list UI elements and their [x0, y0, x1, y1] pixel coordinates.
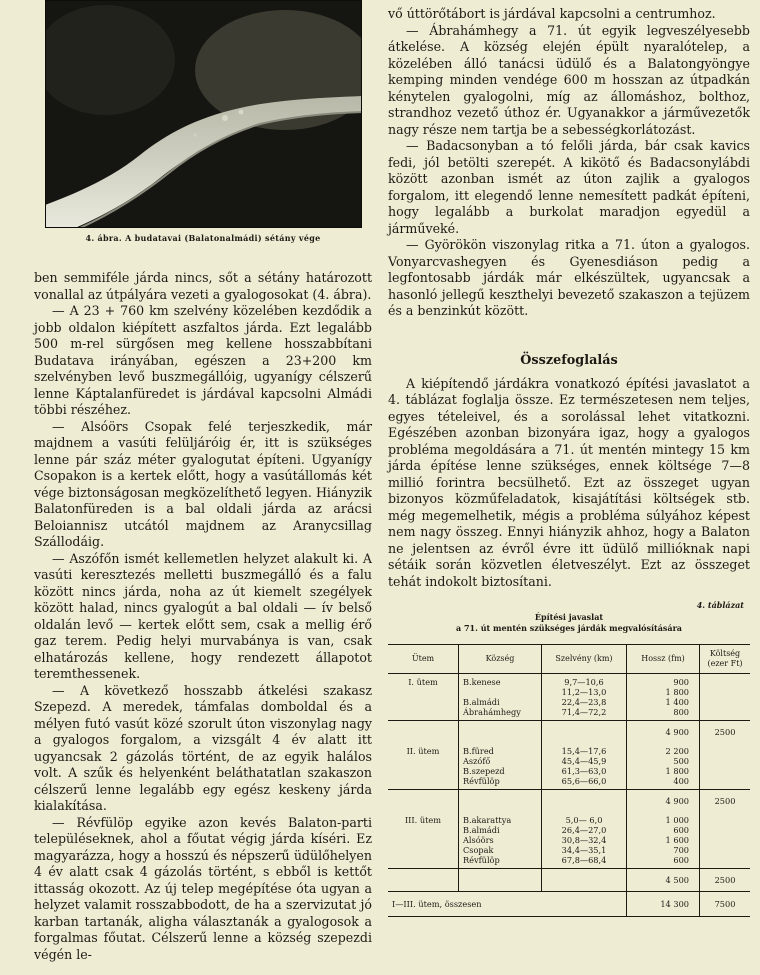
paragraph: vő úttörőtábort is járdával kapcsolni a centrumhoz. [388, 6, 716, 21]
figure-photo [45, 0, 362, 228]
table-total-row [388, 892, 750, 917]
table-title [388, 612, 750, 634]
cell-length-line: 1 400 [665, 697, 689, 707]
cell-section [542, 721, 627, 744]
cell-town-line: Aszófő [463, 756, 491, 766]
cell-section [542, 674, 627, 721]
paragraph: — A következő hosszabb átkelési szakasz Szepezd. A meredek, támfalas domboldal és a mélyen futó vasút közé szorult úton viszonylag nagy a gyalogos forgalom, a vizsgált 4 év alatt itt ugyancsak 2 gázolás történt, de az egyik halálos volt. A szűk és helyenként beláthatatlan szakaszon célszerű lenne legalább egy egész keskeny járda kialakítása. [34, 682, 372, 813]
cell-length-line: 1 800 [665, 766, 689, 776]
cell-subtotal-cost: 2500 [700, 869, 751, 892]
table-body [388, 674, 750, 917]
cell-section-line: 11,2—13,0 [561, 687, 607, 697]
cell-town-line [463, 687, 537, 697]
cell-total-cost: 7500 [700, 892, 751, 917]
cell-town-line: B.kenese [463, 677, 501, 687]
cell-phase: III. ütem [388, 812, 459, 869]
cell-town-line: B.almádi [463, 825, 500, 835]
cell-total-length: 14 300 [627, 892, 700, 917]
cell-length [627, 743, 700, 790]
cell-town [459, 743, 542, 790]
cell-length [627, 674, 700, 721]
paragraph: — Révfülöp egyike azon kevés Balaton-parti településeknek, ahol a főutat végig járda kíséri. Ez magyarázza, hogy a hosszú és népszerű üdülőhelyen 4 év alatt csak 4 gázolás történt, s ebből is kettőt ittasság okozott. Az új telep megépítése óta ugyan a helyzet valamit rosszabbodott, de ha a szervizutat jó karban tartanák, aligha választanák a gyalogosok a forgalmas főutat. Célszerű lenne a község szepezdi végén le- [34, 814, 372, 962]
cell-section [542, 790, 627, 813]
cell-length [627, 812, 700, 869]
cell-town [459, 812, 542, 869]
cell-length-line: 400 [673, 776, 689, 786]
cell-phase [388, 869, 459, 892]
cell-section-line: 15,4—17,6 [561, 746, 607, 756]
cell-section-line: 71,4—72,2 [561, 707, 607, 717]
cell-subtotal-cost: 2500 [700, 790, 751, 813]
table-row [388, 812, 750, 869]
cell-section [542, 743, 627, 790]
figure-caption: 4. ábra. A budatavai (Balatonalmádi) sétány vége [85, 233, 321, 243]
cell-subtotal-cost: 2500 [700, 721, 751, 744]
cell-cost [700, 674, 751, 721]
cell-phase [388, 721, 459, 744]
cell-town [459, 790, 542, 813]
cell-length-line: 1 800 [665, 687, 689, 697]
table-label: 4. táblázat [696, 600, 744, 610]
section-heading: Összefoglalás [520, 352, 618, 368]
paragraph: — Badacsonyban a tó felőli járda, bár csak kavics fedi, jól betölti szerepét. A kikötő és Badacsonylábdi között azonban ismét az úton zajlik a gyalogos forgalom, itt elegendő lenne nemesített padkát építeni, hogy legalább a burkolat maradjon egyedül a járműveké. [388, 138, 750, 236]
cell-town-line: Ábrahámhegy [463, 707, 521, 717]
cell-length-line: 1 000 [665, 815, 689, 825]
header-town: Község [459, 645, 542, 674]
cell-town-line: Révfülöp [463, 855, 500, 865]
table-row [388, 674, 750, 721]
cell-town [459, 674, 542, 721]
cell-total-label: I—III. ütem, összesen [388, 892, 627, 917]
cell-section [542, 869, 627, 892]
cell-phase: I. ütem [388, 674, 459, 721]
construction-table [388, 644, 750, 917]
cell-length-line: 2 200 [665, 746, 689, 756]
cell-town-line: B.füred [463, 746, 494, 756]
promenade-photo-illustration [45, 0, 362, 228]
paragraph: — Györökön viszonylag ritka a 71. úton a gyalogos. Vonyarcvashegyen és Gyenesdiáson pedig a legfontosabb járdák már elkészültek, ugyancsak a hasonló jellegű keszthelyi bevezető szakaszon a tejüzem és a benzinkút között. [388, 237, 750, 318]
cell-subtotal-length: 4 900 [627, 721, 700, 744]
cell-town [459, 869, 542, 892]
table-row [388, 743, 750, 790]
cell-town-line: B.akarattya [463, 815, 512, 825]
right-column-text [388, 6, 750, 917]
cell-town-line: Alsóörs [463, 835, 494, 845]
left-column-text [34, 270, 372, 963]
cell-length-line: 600 [673, 825, 689, 835]
table-subtotal-row [388, 869, 750, 892]
cell-town-line: Csopak [463, 845, 494, 855]
cell-section-line: 61,3—63,0 [561, 766, 607, 776]
cell-section-line: 9,7—10,6 [564, 677, 604, 687]
cell-length-line: 700 [673, 845, 689, 855]
cell-length-line: 900 [673, 677, 689, 687]
cell-length-line: 600 [673, 855, 689, 865]
summary-paragraph: A kiépítendő járdákra vonatkozó építési javaslatot a 4. táblázat foglalja össze. Ez természetesen nem teljes, egyes tételeivel, és a sorolással lehet vitatkozni. Egészében azonban bizonyára igaz, hogy a gyalogos probléma megoldására a 71. út mentén mintegy 15 km járda építése lenne szükséges, ennek költsége 7—8 millió forintra becsülhető. Ezt az összeget ugyan bizonyos közműfeladatok, kisajátítási költségek stb. még megemelhetik, mégis a probléma súlyához képest nem nagy összeg. Ennyi hiányzik ahhoz, hogy a Balaton ne jelentsen az évről évre itt üdülő millióknak napi sétáik során közvetlen életveszélyt. Ezt az összeget tehát indokolt biztosítani. [388, 375, 750, 589]
header-length: Hossz (fm) [627, 645, 700, 674]
table-subtotal-row [388, 790, 750, 813]
cell-cost [700, 812, 751, 869]
header-section: Szelvény (km) [542, 645, 627, 674]
cell-section-line: 26,4—27,0 [561, 825, 607, 835]
cell-section-line: 5,0— 6,0 [565, 815, 603, 825]
cell-town-line: B.szepezd [463, 766, 505, 776]
header-phase: Ütem [388, 645, 459, 674]
table-title-line: Építési javaslat [534, 612, 604, 622]
cell-town [459, 721, 542, 744]
paragraph: — Aszófőn ismét kellemetlen helyzet alakult ki. A vasúti keresztezés melletti buszmegálló és a falu között nincs járda, noha az út kiemelt szegélyek között halad, nincs gyalogút a bal oldali — ív belső oldalán levő — kertek előtt sem, csak a mellig érő gaz terem. Pedig helyi murvabánya is van, csak elhatározás kellene, hogy rendezett állapotot teremthessenek. [34, 550, 372, 681]
table-title-line: a 71. út mentén szükséges járdák megvalósítására [456, 623, 682, 633]
cell-section-line: 67,8—68,4 [561, 855, 607, 865]
cell-town-line: Révfülöp [463, 776, 500, 786]
cell-length-line: 800 [673, 707, 689, 717]
table-subtotal-row [388, 721, 750, 744]
cell-length-line: 500 [673, 756, 689, 766]
cell-town-line: B.almádi [463, 697, 500, 707]
cell-section-line: 65,6—66,0 [561, 776, 607, 786]
table-header-row [388, 645, 750, 674]
paragraph: ben semmiféle járda nincs, sőt a sétány határozott vonallal az útpályára vezeti a gyalogosokat (4. ábra). [34, 270, 372, 302]
paragraph: — A 23 + 760 km szelvény közelében kezdődik a jobb oldalon kiépített aszfaltos járda. Ezt legalább 500 m-rel sürgősen meg kellene hosszabbítani Budatava irányában, egészen a 23+200 km szelvényben levő buszmegállóig, ugyanígy célszerű lenne Káptalanfüredet is járdával kapcsolni Almádi többi részéhez. [34, 303, 372, 417]
cell-section-line: 30,8—32,4 [561, 835, 607, 845]
cell-phase [388, 790, 459, 813]
cell-length-line: 1 600 [665, 835, 689, 845]
cell-section-line: 45,4—45,9 [561, 756, 607, 766]
paragraph: — Ábrahámhegy a 71. út egyik legveszélyesebb átkelése. A község elején épült nyaralótelep, a közelében álló tanácsi üdülő és a Balatongyöngye kemping minden vendége 600 m hosszan az útpadkán kénytelen gyalogolni, míg az állomáshoz, bolthoz, strandhoz vezető úthoz ér. Ugyanakkor a járművezetők nagy része nem tartja be a sebességkorlátozást. [388, 22, 750, 137]
paragraph: — Alsóörs Csopak felé terjeszkedik, már majdnem a vasúti felüljáróig ér, itt is szükséges lenne pár száz méter gyalogutat építeni. Ugyanígy Csopakon is a kertek előtt, hogy a vasútállomás két vége biztonságosan megközelíthető legyen. Hiányzik Balatonfüreden is a bal oldali járda az arácsi Beloiannisz utcától majdnem az Aranycsillag Szállodáig. [34, 418, 372, 549]
cell-subtotal-length: 4 500 [627, 869, 700, 892]
cell-section-line: 34,4—35,1 [561, 845, 607, 855]
cell-section-line: 22,4—23,8 [561, 697, 607, 707]
cell-cost [700, 743, 751, 790]
cell-section [542, 812, 627, 869]
cell-phase: II. ütem [388, 743, 459, 790]
cell-subtotal-length: 4 900 [627, 790, 700, 813]
header-cost: Költség (ezer Ft) [700, 645, 751, 674]
